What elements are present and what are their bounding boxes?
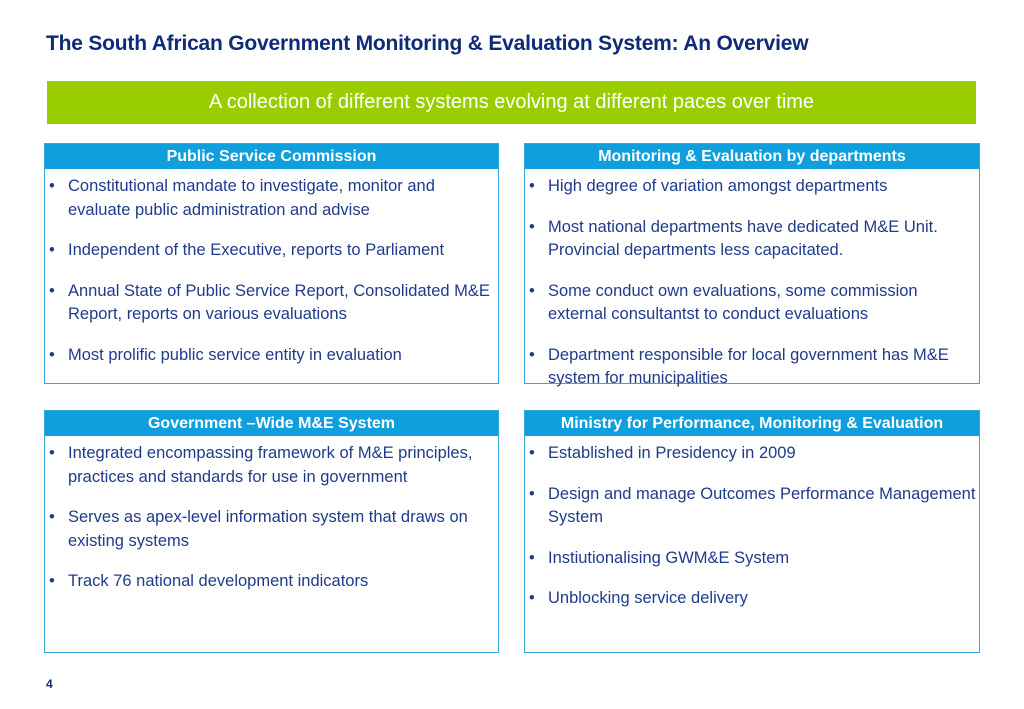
bullet-icon: • [529,281,535,300]
box-header: Public Service Commission [45,144,498,169]
list-item: • Department responsible for local government has M&E system for municipalities [529,345,949,387]
list-item: • Most prolific public service entity in evaluation [45,344,498,368]
bullet-icon: • [49,345,55,364]
subtitle-banner: A collection of different systems evolving at different paces over time [47,81,976,124]
box-header: Monitoring & Evaluation by departments [525,144,979,169]
bullet-icon: • [529,484,535,503]
bullet-icon: • [49,177,55,195]
list-item: • Integrated encompassing framework of M&E principles, practices and standards for use in government [49,444,473,486]
bullet-icon: • [529,177,535,195]
bullet-icon: • [529,444,535,462]
list-item: • Annual State of Public Service Report, Consolidated M&E Report, reports on various evaluations [49,281,490,323]
bullet-icon: • [49,572,55,590]
box-public-service-commission [44,143,499,384]
box-me-by-departments [524,143,980,387]
list-item: • Unblocking service delivery [525,587,979,611]
list-item: • Most national departments have dedicated M&E Unit. Provincial departments less capacitated. [529,217,938,259]
bullet-icon: • [49,281,55,300]
bullet-icon: • [49,508,55,526]
list-item: • High degree of variation amongst departments [525,175,979,199]
bullet-icon: • [529,548,535,567]
bullet-icon: • [49,241,55,259]
box-ministry-performance-me [524,410,980,653]
bullet-icon: • [529,345,535,364]
list-item: • Independent of the Executive, reports to Parliament [45,239,498,263]
bullet-list [525,436,979,611]
bullet-list [45,169,498,367]
list-item: • Some conduct own evaluations, some commission external consultantst to conduct evaluations [529,281,918,323]
box-header: Government –Wide M&E System [45,411,498,436]
bullet-icon: • [529,589,535,607]
page-number: 4 [46,677,53,691]
slide-title: The South African Government Monitoring & Evaluation System: An Overview [46,32,809,55]
box-header: Ministry for Performance, Monitoring & Evaluation [525,411,979,436]
box-government-wide-me-system [44,410,499,653]
list-item: • Constitutional mandate to investigate, monitor and evaluate public administration and advise [49,177,435,219]
bullet-icon: • [49,444,55,462]
list-item: • Serves as apex-level information system that draws on existing systems [49,508,468,550]
list-item: • Design and manage Outcomes Performance Management System [529,484,976,526]
bullet-icon: • [529,217,535,236]
list-item: • Track 76 national development indicators [45,570,498,594]
bullet-list [525,169,979,391]
bullet-list [45,436,498,594]
list-item: • Established in Presidency in 2009 [525,442,979,466]
list-item: • Instiutionalising GWM&E System [525,547,979,571]
